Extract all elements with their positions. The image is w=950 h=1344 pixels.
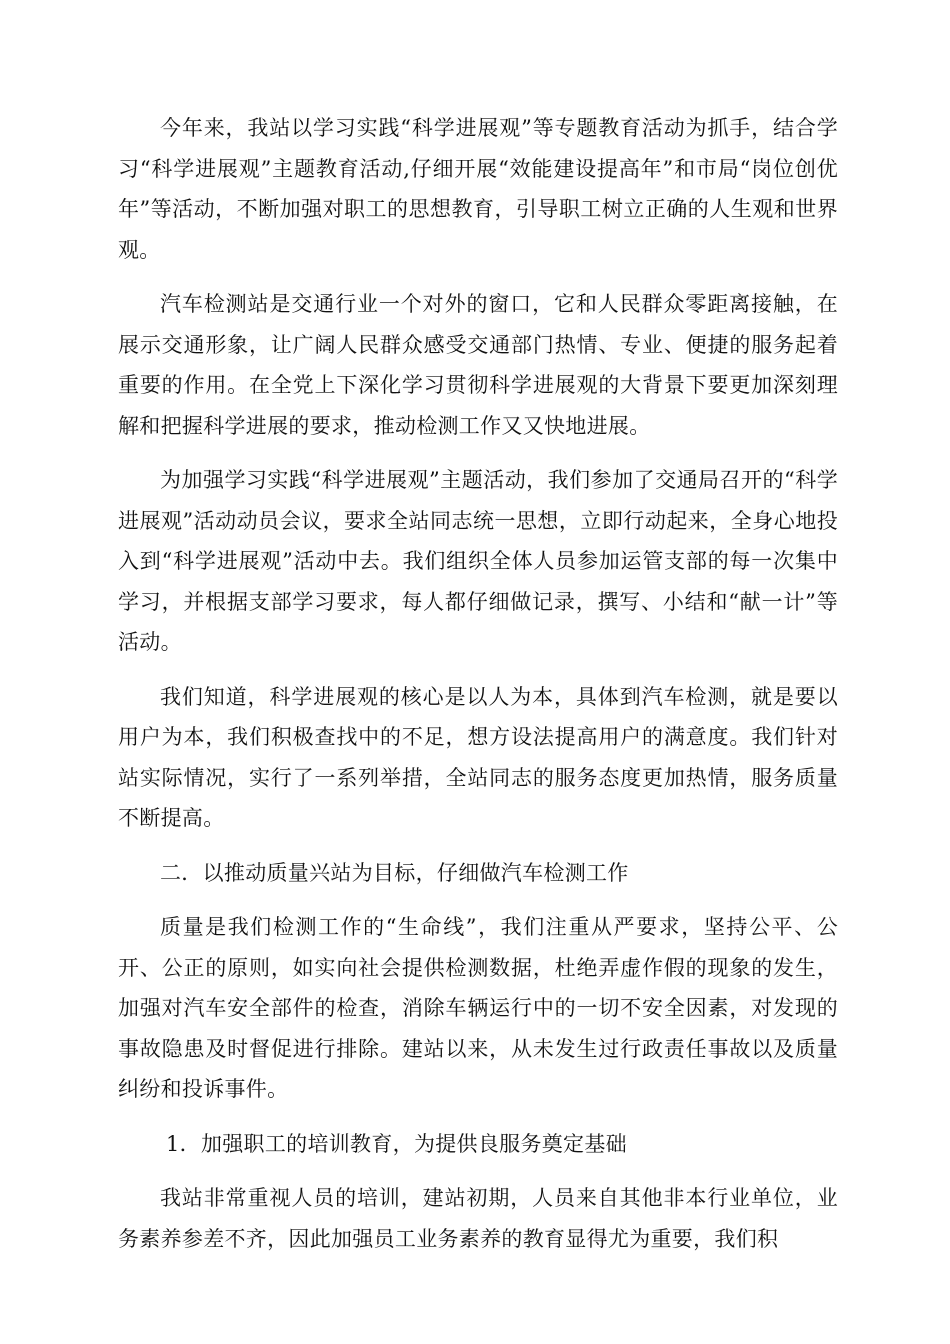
paragraph-quality-lifeline: 质量是我们检测工作的“生命线”，我们注重从严要求，坚持公平、公开、公正的原则，如实向社会提供检测数据，杜绝弄虚作假的现象的发生，加强对汽车安全部件的检查，消除车辆运行中的一切不安全因素，对发现的事故隐患及时督促进行排除。建站以来，从未发生过行政责任事故以及质量纠纷和投诉事件。 (118, 915, 838, 1101)
subheading-training: 1．加强职工的培训教育，为提供良服务奠定基础 (166, 1131, 627, 1156)
paragraph-gap (118, 839, 838, 853)
paragraph-study-practice: 今年来，我站以学习实践“科学进展观”等专题教育活动为抓手，结合学习“科学进展观”主题教育活动,仔细开展“效能建设提高年”和市局“岗位创优年”等活动，不断加强对职工的思想教育，引导职工树立正确的人生观和世界观。 (118, 116, 838, 262)
paragraph-staff-training: 我站非常重视人员的培训，建站初期，人员来自其他非本行业单位，业务素养参差不齐，因此加强员工业务素养的教育显得尤为重要，我们积 (118, 1186, 838, 1251)
paragraph-gap (118, 270, 838, 284)
paragraph-gap (118, 1110, 838, 1124)
paragraph-inspection-station: 汽车检测站是交通行业一个对外的窗口，它和人民群众零距离接触，在展示交通形象，让广阔人民群众感受交通部门热情、专业、便捷的服务起着重要的作用。在全党上下深化学习贯彻科学进展观的大背景下要更加深刻理解和把握科学进展的要求，推动检测工作又又快地进展。 (118, 292, 838, 438)
paragraph-people-oriented: 我们知道，科学进展观的核心是以人为本，具体到汽车检测，就是要以用户为本，我们积极查找中的不足，想方设法提高用户的满意度。我们针对站实际情况，实行了一系列举措，全站同志的服务态度更加热情，服务质量不断提高。 (118, 684, 838, 830)
paragraph-mobilization: 为加强学习实践“科学进展观”主题活动，我们参加了交通局召开的“科学进展观”活动动员会议，要求全站同志统一思想，立即行动起来，全身心地投入到“科学进展观”活动中去。我们组织全体人员参加运管支部的每一次集中学习，并根据支部学习要求，每人都仔细做记录，撰写、小结和“献一计”等活动。 (118, 468, 838, 654)
paragraph-gap (118, 1164, 838, 1178)
section-heading-quality: 二．以推动质量兴站为目标，仔细做汽车检测工作 (160, 860, 629, 885)
paragraph-gap (118, 446, 838, 460)
paragraph-gap (118, 893, 838, 907)
paragraph-gap (118, 663, 838, 677)
document-body (118, 108, 838, 1259)
